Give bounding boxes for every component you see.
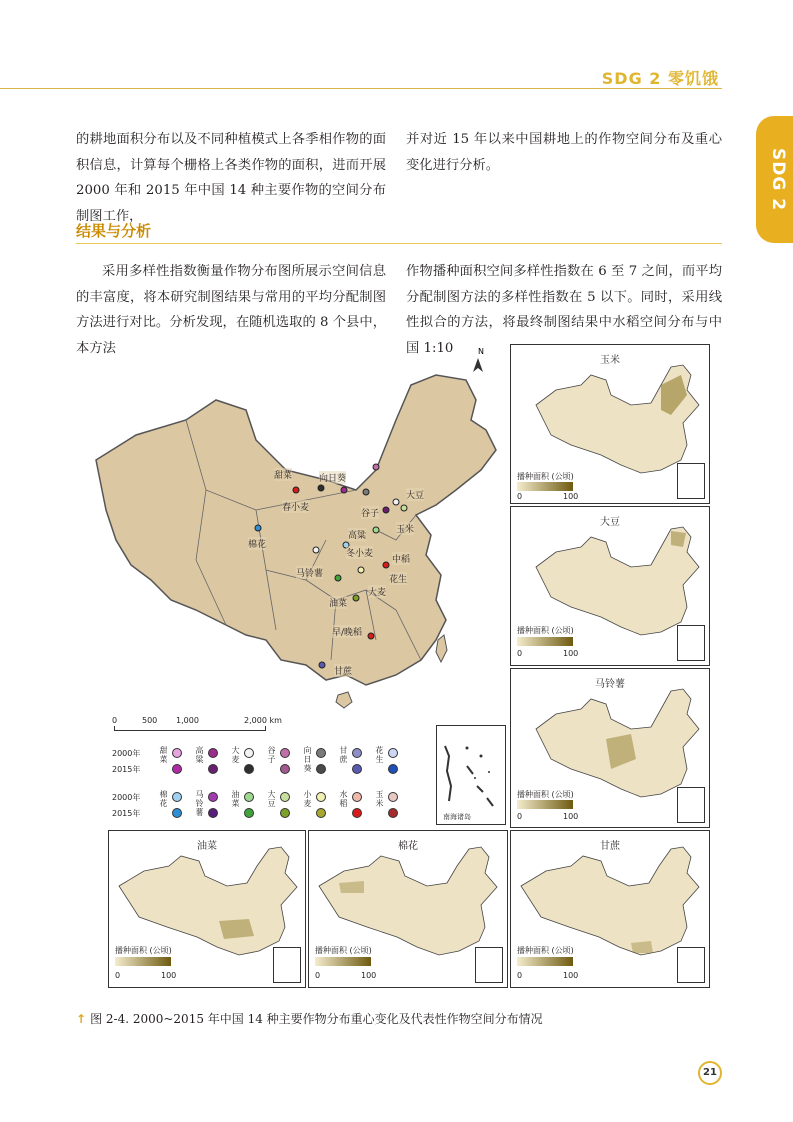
sdg-tab (756, 116, 793, 243)
legend-dot-2015 (244, 764, 254, 774)
panel-title: 甘蔗 (600, 841, 620, 852)
legend-dot-2000 (280, 748, 290, 758)
caption-arrow-icon: ↑ (76, 1012, 87, 1026)
legend-dot-2000 (388, 792, 398, 802)
panel-legend-min: 0 (517, 971, 523, 980)
panel-legend-title: 播种面积 (公顷) (517, 472, 574, 481)
header-title: SDG 2 零饥饿 (601, 69, 719, 88)
main-map (76, 340, 506, 830)
paragraph-2-right: 作物播种面积空间多样性指数在 6 至 7 之间，而平均分配制图方法的多样性指数在 5 以下。同时，采用线性拟合的方法，将最终制图结果中水稻空间分布与中国 1:10 (406, 264, 722, 356)
legend-crop-label: 甘蔗 (339, 746, 348, 764)
legend-dot-2015 (244, 808, 254, 818)
map-label-11: 马铃薯 (296, 566, 323, 579)
panel-legend-max: 100 (161, 971, 177, 980)
legend-dot-2000 (352, 792, 362, 802)
page-number: 21 (698, 1061, 722, 1085)
legend-dot-2015 (208, 764, 218, 774)
panel-legend-min: 0 (115, 971, 121, 980)
panel-cotton (308, 830, 508, 988)
panel-legend-title: 播种面积 (公顷) (517, 790, 574, 799)
scale-bar (114, 726, 266, 731)
panel-legend-min: 0 (517, 649, 523, 658)
map-label-8: 高粱 (348, 528, 366, 541)
legend-dot-2000 (172, 792, 182, 802)
panel-legend-bar (517, 800, 573, 809)
panel-inset (677, 787, 705, 823)
legend-year-2000-b: 2000年 (112, 793, 141, 802)
panel-legend-title: 播种面积 (公顷) (517, 946, 574, 955)
map-label-4: 大豆 (406, 488, 424, 501)
panel-title: 大豆 (600, 517, 620, 528)
legend-dot-2015 (208, 808, 218, 818)
legend-dot-2015 (352, 764, 362, 774)
hainan (336, 692, 352, 708)
legend-year-2015-b: 2015年 (112, 809, 141, 818)
legend-dot-2000 (280, 792, 290, 802)
legend-dot-2000 (208, 748, 218, 758)
taiwan (436, 635, 447, 662)
panel-legend-bar (517, 482, 573, 491)
section-divider (76, 243, 722, 244)
panel-legend-title: 播种面积 (公顷) (517, 626, 574, 635)
legend-dot-2000 (316, 792, 326, 802)
legend-crop-label: 甜菜 (159, 746, 168, 764)
legend-dot-2015 (316, 764, 326, 774)
scale-500: 500 (142, 716, 158, 725)
panel-inset (677, 463, 705, 499)
map-label-7: 棉花 (248, 537, 266, 550)
map-label-1: 甜菜 (274, 468, 292, 481)
legend-dot-2000 (316, 748, 326, 758)
map-label-10: 中稻 (392, 552, 410, 565)
legend-dot-2000 (172, 748, 182, 758)
panel-inset (677, 625, 705, 661)
map-label-13: 油菜 (329, 596, 347, 609)
legend-crop-label: 油菜 (231, 790, 240, 808)
panel-legend-max: 100 (563, 971, 579, 980)
legend-year-2000-a: 2000年 (112, 749, 141, 758)
legend-crop-label: 向日葵 (303, 746, 312, 773)
legend-crop-label: 棉花 (159, 790, 168, 808)
panel-legend-min: 0 (517, 492, 523, 501)
map-label-14: 大麦 (368, 585, 386, 598)
panel-corn (510, 344, 710, 504)
china-outline (96, 375, 496, 685)
panel-rapeseed (108, 830, 306, 988)
panel-legend-title: 播种面积 (公顷) (315, 946, 372, 955)
legend-dot-2000 (388, 748, 398, 758)
legend-dot-2015 (352, 808, 362, 818)
sdg-tab-label: SDG 2 (768, 148, 788, 212)
north-arrow: N (478, 347, 484, 356)
legend-dot-2015 (316, 808, 326, 818)
legend-crop-label: 花生 (375, 746, 384, 764)
legend-dot-2000 (244, 748, 254, 758)
legend-crop-label: 高粱 (195, 746, 204, 764)
legend-crop-label: 小麦 (303, 790, 312, 808)
legend-crop-label: 大豆 (267, 790, 276, 808)
figure-caption (76, 1010, 543, 1027)
panel-legend-max: 100 (361, 971, 377, 980)
panel-legend-min: 0 (315, 971, 321, 980)
inset-label: 南海诸岛 (443, 813, 471, 821)
legend-crop-label: 马铃薯 (195, 790, 204, 817)
map-label-9: 冬小麦 (346, 546, 373, 559)
panel-potato (510, 668, 710, 828)
panel-legend-min: 0 (517, 812, 523, 821)
panel-legend-bar (517, 637, 573, 646)
legend-dot-2000 (352, 748, 362, 758)
panel-inset (677, 947, 705, 983)
panel-legend-max: 100 (563, 812, 579, 821)
map-label-15: 早/晚稻 (332, 625, 362, 638)
panel-legend-max: 100 (563, 649, 579, 658)
paragraph-1-left: 的耕地面积分布以及不同种植模式上各季相作物的面积信息，计算每个栅格上各类作物的面积，进而开展 2000 年和 2015 年中国 14 种主要作物的空间分布制图工作， (76, 132, 386, 224)
panel-soybean (510, 506, 710, 666)
scale-2000: 2,000 km (244, 716, 282, 725)
panel-inset (273, 947, 301, 983)
legend-dot-2000 (208, 792, 218, 802)
map-label-3: 春小麦 (282, 500, 309, 513)
panel-legend-bar (315, 957, 371, 966)
paragraph-2-left: 采用多样性指数衡量作物分布图所展示空间信息的丰富度，将本研究制图结果与常用的平均分配制图方法进行对比。分析发现，在随机选取的 8 个县中，本方法 (76, 264, 386, 356)
legend-year-2015-a: 2015年 (112, 765, 141, 774)
south-china-sea-inset (436, 725, 506, 825)
map-label-5: 谷子 (361, 506, 379, 519)
panel-legend-bar (115, 957, 171, 966)
panel-inset (475, 947, 503, 983)
legend-dot-2000 (244, 792, 254, 802)
legend-dot-2015 (172, 808, 182, 818)
paragraph-1-right: 并对近 15 年以来中国耕地上的作物空间分布及重心变化进行分析。 (406, 132, 722, 173)
map-label-6: 玉米 (396, 522, 414, 535)
scale-1000: 1,000 (176, 716, 199, 725)
map-label-2: 向日葵 (319, 471, 346, 484)
panel-legend-max: 100 (563, 492, 579, 501)
panel-title: 油菜 (197, 841, 217, 852)
panel-sugarcane (510, 830, 710, 988)
legend-dot-2015 (388, 764, 398, 774)
panel-legend-bar (517, 957, 573, 966)
scale-0: 0 (112, 716, 118, 725)
legend-dot-2015 (388, 808, 398, 818)
panel-title: 棉花 (398, 841, 418, 852)
legend-dot-2015 (280, 764, 290, 774)
legend-dot-2015 (280, 808, 290, 818)
panel-legend-title: 播种面积 (公顷) (115, 946, 172, 955)
panel-title: 马铃薯 (595, 679, 625, 690)
legend-crop-label: 谷子 (267, 746, 276, 764)
panel-title: 玉米 (600, 355, 620, 366)
legend-crop-label: 玉米 (375, 790, 384, 808)
section-title: 结果与分析 (76, 222, 152, 240)
legend-dot-2015 (172, 764, 182, 774)
legend-crop-label: 水稻 (339, 790, 348, 808)
legend-crop-label: 大麦 (231, 746, 240, 764)
map-label-12: 花生 (389, 572, 407, 585)
map-label-16: 甘蔗 (334, 664, 352, 677)
caption-text: 图 2-4. 2000~2015 年中国 14 种主要作物分布重心变化及代表性作物空间分布情况 (90, 1012, 543, 1026)
